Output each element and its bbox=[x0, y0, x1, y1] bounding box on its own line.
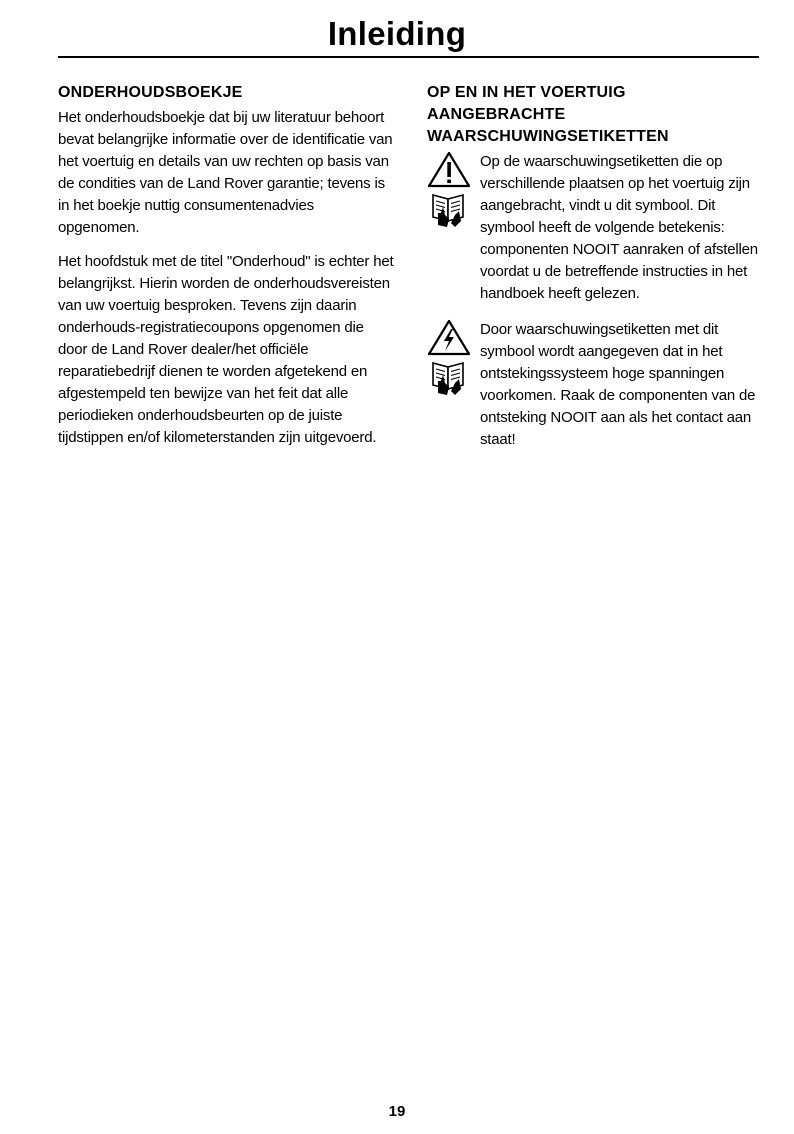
right-column bbox=[427, 82, 763, 465]
read-manual-hand-icon bbox=[429, 359, 469, 397]
section-heading-waarschuwingsetiketten bbox=[427, 82, 763, 148]
warning-exclamation-icon bbox=[427, 151, 471, 189]
warning-block bbox=[427, 319, 763, 451]
paragraph: Het onderhoudsboekje dat bij uw literatuur behoort bevat belangrijke informatie over de identificatie van het voertuig en details van uw rechten op basis van de condities van de Land Rover garantie; tevens is in het boekje nuttig consumentenadvies opgenomen. bbox=[58, 109, 393, 236]
read-manual-hand-icon bbox=[429, 191, 469, 229]
warning-icon-group bbox=[427, 319, 473, 397]
heading-line: OP EN IN HET VOERTUIG bbox=[427, 84, 626, 101]
warning-high-voltage-icon bbox=[427, 319, 471, 357]
section-heading-onderhoudsboekje: ONDERHOUDSBOEKJE bbox=[58, 84, 243, 101]
page-number: 19 bbox=[388, 1103, 406, 1120]
warning-text: Op de waarschuwingsetiketten die op verschillende plaatsen op het voertuig zijn aangebracht, vindt u dit symbool. Dit symbool heeft de volgende betekenis: componenten NOOIT aanraken of afstellen voordat u de betreffende instructies in het handboek heeft gelezen. bbox=[480, 153, 758, 302]
left-column bbox=[58, 82, 394, 461]
warning-block bbox=[427, 151, 763, 305]
warning-icon-group bbox=[427, 151, 473, 229]
paragraph: Het hoofdstuk met de titel "Onderhoud" is echter het belangrijkst. Hierin worden de onderhoudsvereisten van uw voertuig besproken. Tevens zijn daarin onderhouds-registratiecoupons opgenomen die door de Land Rover dealer/het officiële reparatiebedrijf dienen te worden afgetekend en afgestempeld ten bewijze van het feit dat alle periodieken onderhoudsbeurten op de juiste tijdstippen en/of kilometerstanden zijn uitgevoerd. bbox=[58, 253, 394, 446]
title-divider bbox=[58, 56, 759, 58]
page-title: Inleiding bbox=[327, 15, 467, 52]
heading-line: AANGEBRACHTE bbox=[427, 106, 566, 123]
warning-text: Door waarschuwingsetiketten met dit symbool wordt aangegeven dat in het ontstekingssysteem hoge spanningen voorkomen. Raak de componenten van de ontsteking NOOIT aan als het contact aan staat! bbox=[480, 321, 756, 448]
heading-line: WAARSCHUWINGSETIKETTEN bbox=[427, 128, 669, 145]
